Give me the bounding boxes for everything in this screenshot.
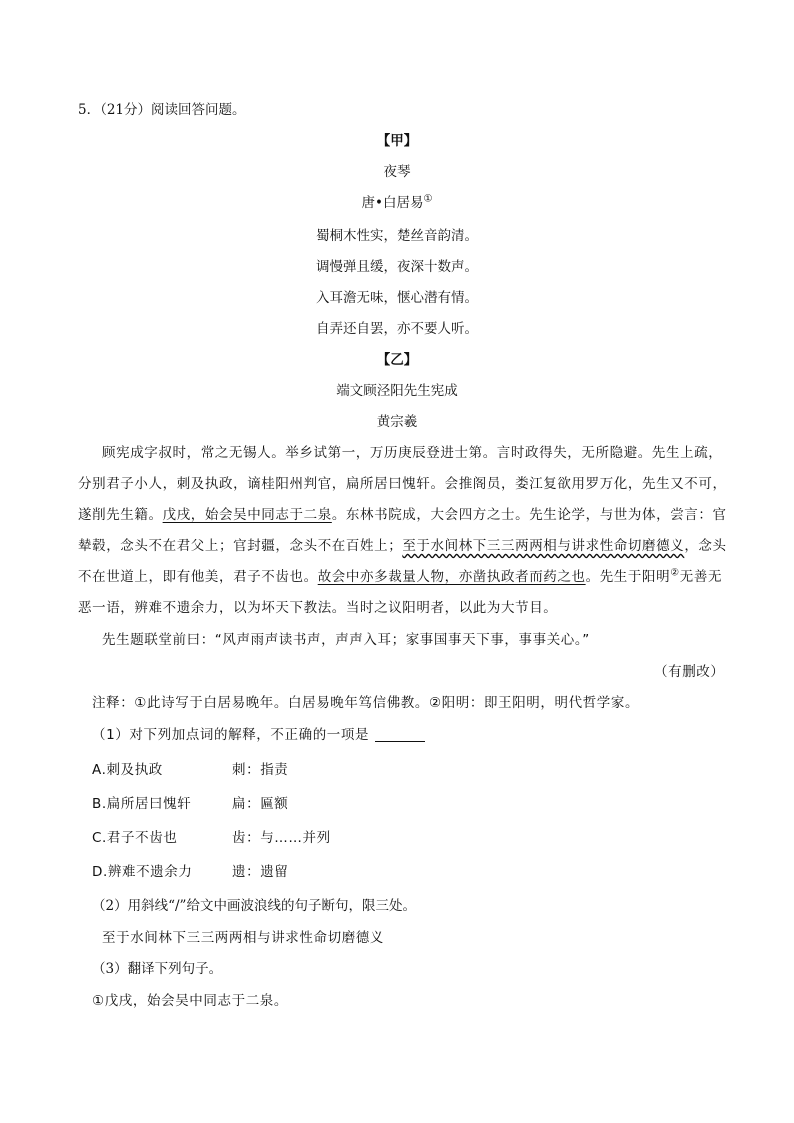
q1-option-d xyxy=(92,862,288,882)
question-header: 5．（21分）阅读回答问题。 xyxy=(78,102,246,118)
poem-line: 调慢弹且缓，夜深十数声。 xyxy=(316,259,478,275)
q1-option-a xyxy=(92,760,288,780)
prose-line xyxy=(78,536,727,556)
q2-prompt: （2）用斜线“/”给文中画波浪线的句子断句，限三处。 xyxy=(92,898,416,914)
option-gloss: 刺：指责 xyxy=(232,762,289,778)
option-gloss: 遗：遗留 xyxy=(232,864,289,880)
passage-yi-marker: 【乙】 xyxy=(376,352,418,368)
q1-prompt-line xyxy=(92,725,425,745)
q3-item-1: ①戊戌，始会吴中同志于二泉。 xyxy=(92,993,289,1009)
source-note: （有删改） xyxy=(654,664,725,680)
poem-author-line xyxy=(0,193,794,213)
prose-line: 先生题联堂前曰：“风声雨声读书声，声声入耳；家事国事天下事，事事关心。” xyxy=(102,632,590,648)
prose-text: 辇毂，念头不在君父上；官封疆，念头不在百姓上； xyxy=(78,538,403,554)
annotations: 注释：①此诗写于白居易晚年。白居易晚年笃信佛教。②阳明：即王阳明，明代哲学家。 xyxy=(92,695,640,711)
poem-line: 自弄还自罢，亦不要人听。 xyxy=(316,321,478,337)
prose-text: 无善无 xyxy=(679,569,723,585)
underlined-sentence-1: 戊戌，始会吴中同志于二泉 xyxy=(162,507,332,523)
prose-text: 。东林书院成，大会四方之士。先生论学，与世为体，尝言：官 xyxy=(331,507,727,523)
poem-title: 夜琴 xyxy=(383,164,411,180)
option-label: A.刺及执政 xyxy=(92,762,163,778)
q3-prompt: （3）翻译下列句子。 xyxy=(92,961,223,977)
prose-title: 端文顾泾阳先生宪成 xyxy=(336,383,458,399)
option-gloss: 齿：与……并列 xyxy=(232,830,331,846)
prose-author: 黄宗羲 xyxy=(376,414,418,430)
q2-sentence: 至于水间林下三三两两相与讲求性命切磨德义 xyxy=(102,930,384,946)
passage-jia-marker: 【甲】 xyxy=(376,133,418,149)
option-label: D.辨难不遗余力 xyxy=(92,864,193,880)
prose-line xyxy=(78,567,722,587)
prose-line: 顾宪成字叔时，常之无锡人。举乡试第一，万历庚辰登进士第。言时政得失，无所隐避。先生上疏， xyxy=(102,445,723,461)
prose-text: ，念头 xyxy=(684,538,727,554)
prose-text: 不在世道上，即有他美，君子不齿也。 xyxy=(78,569,318,585)
prose-line: 恶一语，辨难不遗余力，以为坏天下教法。当时之议阳明者，以此为大节目。 xyxy=(78,600,558,616)
underlined-sentence-2: 故会中亦多裁量人物，亦凿执政者而药之也 xyxy=(317,569,586,585)
footnote-ref-1: ① xyxy=(423,193,433,205)
q1-prompt: （1）对下列加点词的解释，不正确的一项是 xyxy=(92,727,370,743)
q1-option-c xyxy=(92,828,331,848)
poem-line: 入耳澹无味，惬心潜有情。 xyxy=(316,290,478,306)
option-gloss: 扁：匾额 xyxy=(232,796,289,812)
option-label: C.君子不齿也 xyxy=(92,830,178,846)
poem-author: 唐•白居易 xyxy=(361,195,424,211)
prose-line: 分别君子小人，刺及执政，谪桂阳州判官，扁所居曰愧轩。会推阁员，娄江复欲用罗万化，先生又不可， xyxy=(78,476,727,492)
q1-option-b xyxy=(92,794,288,814)
option-label: B.扁所居曰愧轩 xyxy=(92,796,192,812)
prose-text: 遂削先生籍。 xyxy=(78,507,163,523)
prose-text: 。先生于阳明 xyxy=(585,569,671,585)
answer-blank[interactable] xyxy=(375,727,425,742)
footnote-ref-2: ② xyxy=(670,567,680,579)
wavy-underlined-sentence: 至于水间林下三三两两相与讲求性命切磨德义 xyxy=(402,538,685,554)
prose-line xyxy=(78,505,727,525)
poem-line: 蜀桐木性实，楚丝音韵清。 xyxy=(316,228,478,244)
